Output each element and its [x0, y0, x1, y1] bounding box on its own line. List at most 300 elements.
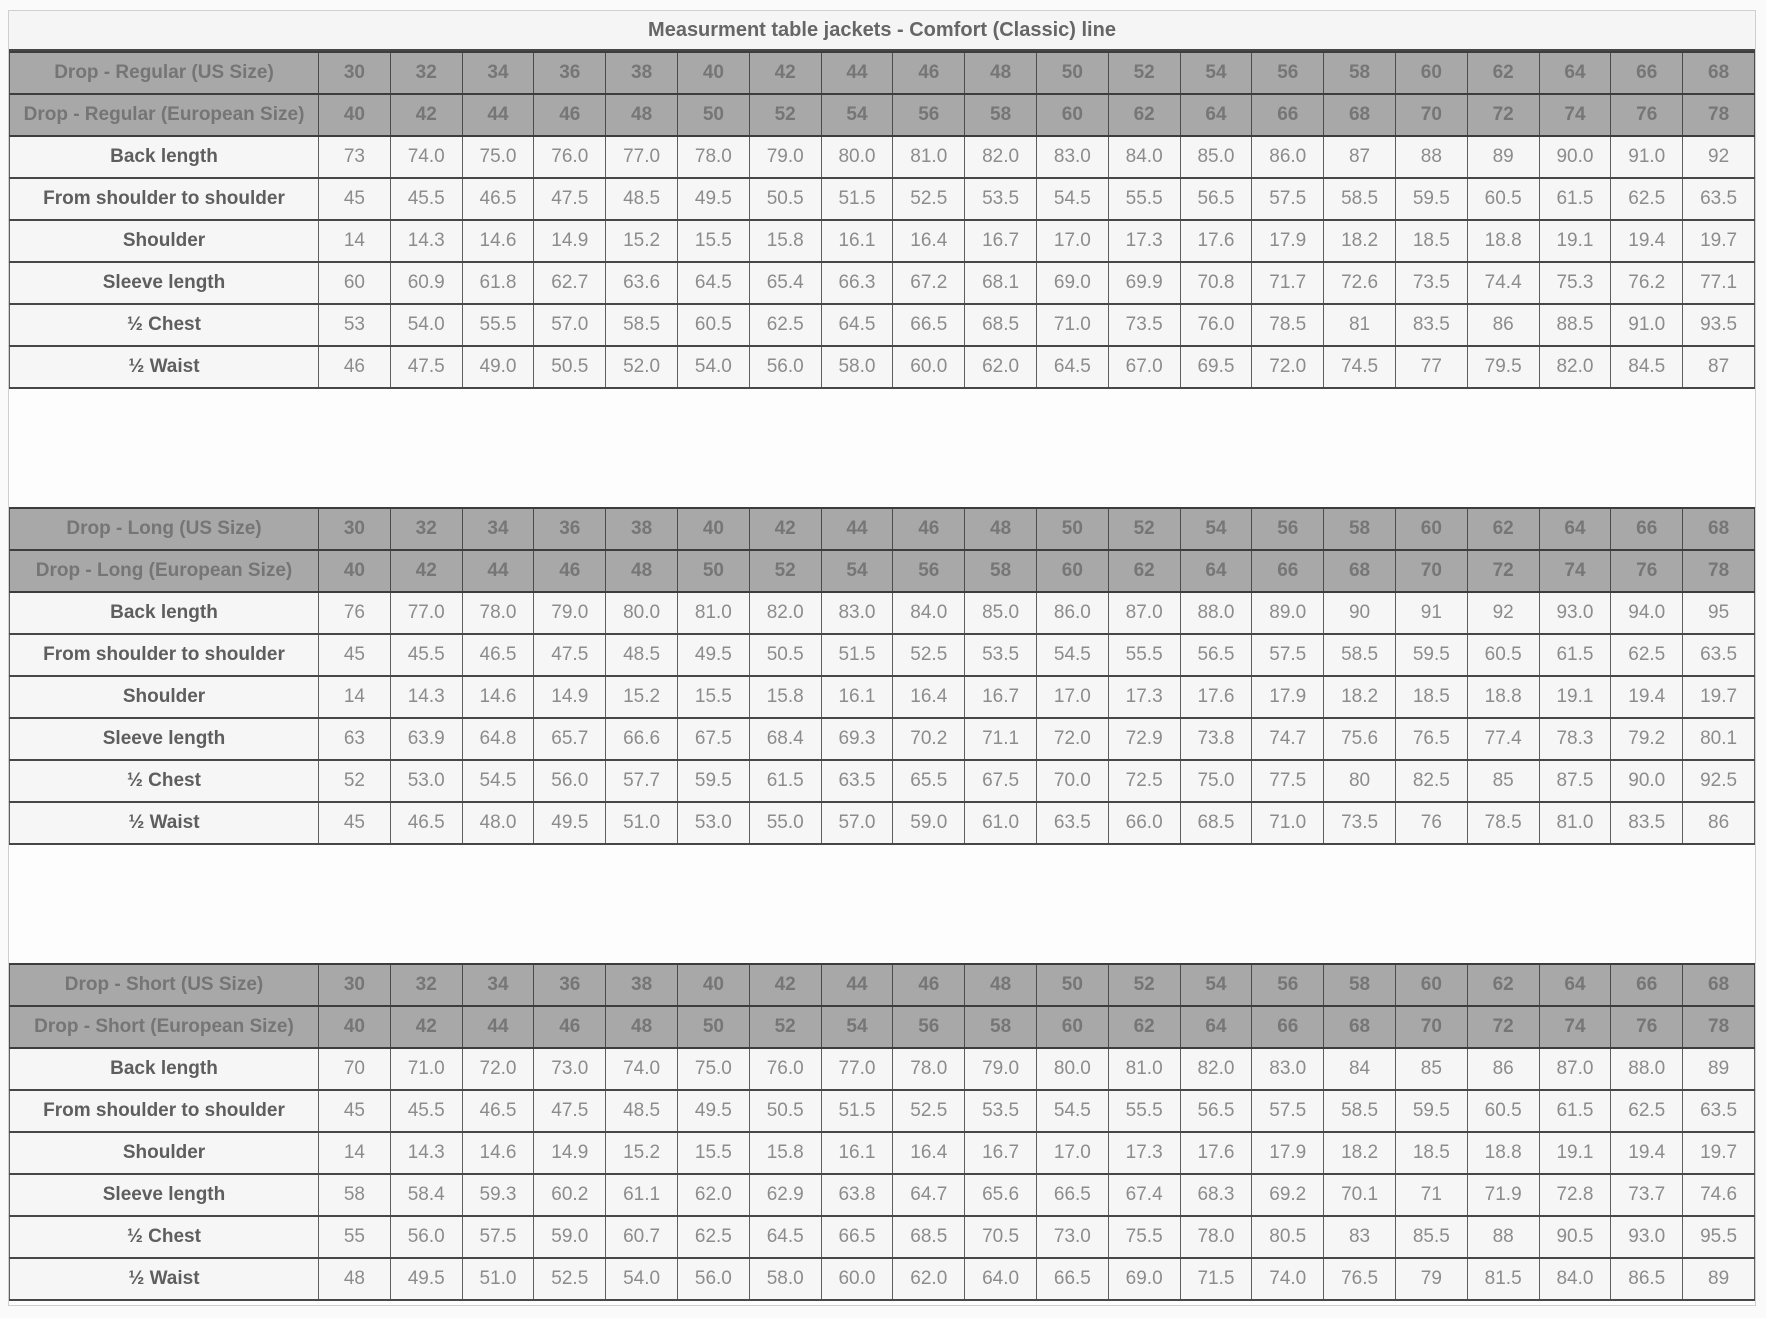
us-size-cell: 58: [1324, 52, 1396, 94]
measurement-value-cell: 75.6: [1324, 718, 1396, 760]
us-size-cell: 62: [1467, 508, 1539, 550]
measurement-value-cell: 55: [319, 1216, 391, 1258]
measurement-value-cell: 18.2: [1324, 220, 1396, 262]
us-size-cell: 42: [749, 52, 821, 94]
measurement-value-cell: 51.0: [606, 802, 678, 844]
us-size-cell: 56: [1252, 964, 1324, 1006]
us-size-cell: 46: [893, 964, 965, 1006]
measurement-value-cell: 63.5: [821, 760, 893, 802]
measurement-value-cell: 16.7: [965, 676, 1037, 718]
measurement-value-cell: 47.5: [390, 346, 462, 388]
measurement-value-cell: 18.5: [1395, 220, 1467, 262]
measurement-value-cell: 79.2: [1611, 718, 1683, 760]
measurement-value-cell: 51.5: [821, 178, 893, 220]
measurement-value-cell: 74.4: [1467, 262, 1539, 304]
measurement-value-cell: 70.5: [965, 1216, 1037, 1258]
measurement-value-cell: 17.3: [1108, 1132, 1180, 1174]
measurement-value-cell: 50.5: [749, 634, 821, 676]
measurement-row-label: Back length: [10, 1048, 319, 1090]
us-size-cell: 40: [677, 964, 749, 1006]
table-row: [10, 1216, 1755, 1258]
measurement-value-cell: 14.9: [534, 220, 606, 262]
measurement-value-cell: 74.7: [1252, 718, 1324, 760]
us-size-cell: 38: [606, 508, 678, 550]
measurement-value-cell: 59.0: [534, 1216, 606, 1258]
eu-size-cell: 78: [1683, 94, 1755, 136]
measurement-value-cell: 84: [1324, 1048, 1396, 1090]
eu-size-cell: 40: [319, 550, 391, 592]
us-size-cell: 62: [1467, 52, 1539, 94]
measurement-value-cell: 60.5: [1467, 178, 1539, 220]
eu-size-cell: 62: [1108, 1006, 1180, 1048]
measurement-value-cell: 83.5: [1395, 304, 1467, 346]
measurement-value-cell: 68.4: [749, 718, 821, 760]
measurement-value-cell: 53: [319, 304, 391, 346]
table-row: [10, 1090, 1755, 1132]
measurement-value-cell: 50.5: [749, 178, 821, 220]
measurement-value-cell: 72.0: [1252, 346, 1324, 388]
measurement-value-cell: 48.5: [606, 178, 678, 220]
eu-size-cell: 68: [1324, 1006, 1396, 1048]
measurement-value-cell: 62.5: [749, 304, 821, 346]
eu-size-cell: 56: [893, 550, 965, 592]
measurement-value-cell: 68.5: [965, 304, 1037, 346]
measurement-value-cell: 70.1: [1324, 1174, 1396, 1216]
measurement-value-cell: 74.0: [1252, 1258, 1324, 1300]
measurement-value-cell: 82.0: [1539, 346, 1611, 388]
measurement-value-cell: 15.8: [749, 676, 821, 718]
measurement-value-cell: 79: [1395, 1258, 1467, 1300]
measurement-value-cell: 64.5: [1036, 346, 1108, 388]
measurement-value-cell: 73.5: [1108, 304, 1180, 346]
eu-size-cell: 74: [1539, 1006, 1611, 1048]
measurement-value-cell: 88.0: [1611, 1048, 1683, 1090]
measurement-value-cell: 16.1: [821, 1132, 893, 1174]
measurement-value-cell: 62.5: [1611, 634, 1683, 676]
eu-size-cell: 76: [1611, 94, 1683, 136]
measurement-value-cell: 60.5: [677, 304, 749, 346]
us-size-cell: 34: [462, 52, 534, 94]
measurement-value-cell: 49.5: [677, 178, 749, 220]
measurement-value-cell: 86.0: [1252, 136, 1324, 178]
measurement-value-cell: 79.0: [965, 1048, 1037, 1090]
measurement-value-cell: 72.5: [1108, 760, 1180, 802]
measurement-value-cell: 45.5: [390, 1090, 462, 1132]
eu-size-cell: 78: [1683, 1006, 1755, 1048]
eu-size-cell: 58: [965, 1006, 1037, 1048]
measurement-value-cell: 78.0: [893, 1048, 965, 1090]
eu-size-cell: 54: [821, 94, 893, 136]
measurement-value-cell: 45: [319, 1090, 391, 1132]
measurement-value-cell: 80.0: [821, 136, 893, 178]
eu-size-cell: 78: [1683, 550, 1755, 592]
measurement-value-cell: 46.5: [390, 802, 462, 844]
measurement-value-cell: 17.9: [1252, 220, 1324, 262]
measurement-value-cell: 76: [1395, 802, 1467, 844]
measurement-value-cell: 68.5: [893, 1216, 965, 1258]
us-size-cell: 42: [749, 964, 821, 1006]
measurement-value-cell: 95.5: [1683, 1216, 1755, 1258]
measurement-value-cell: 58.5: [1324, 1090, 1396, 1132]
measurement-value-cell: 58.0: [821, 346, 893, 388]
measurement-value-cell: 62.9: [749, 1174, 821, 1216]
measurement-value-cell: 56.5: [1180, 178, 1252, 220]
table-row: [10, 550, 1755, 592]
us-size-cell: 52: [1108, 964, 1180, 1006]
measurement-value-cell: 19.4: [1611, 1132, 1683, 1174]
measurement-value-cell: 73.8: [1180, 718, 1252, 760]
us-size-cell: 66: [1611, 964, 1683, 1006]
measurement-value-cell: 76.5: [1395, 718, 1467, 760]
us-size-cell: 40: [677, 508, 749, 550]
measurement-value-cell: 48.0: [462, 802, 534, 844]
measurement-value-cell: 81.0: [1108, 1048, 1180, 1090]
measurement-value-cell: 54.5: [1036, 178, 1108, 220]
measurement-value-cell: 66.6: [606, 718, 678, 760]
measurement-value-cell: 54.0: [606, 1258, 678, 1300]
measurement-value-cell: 76.5: [1324, 1258, 1396, 1300]
measurement-value-cell: 90.0: [1611, 760, 1683, 802]
eu-size-cell: 66: [1252, 550, 1324, 592]
measurement-value-cell: 17.3: [1108, 220, 1180, 262]
measurement-value-cell: 19.1: [1539, 220, 1611, 262]
eu-size-cell: 40: [319, 1006, 391, 1048]
us-size-cell: 62: [1467, 964, 1539, 1006]
table-row: [10, 592, 1755, 634]
measurement-value-cell: 79.0: [749, 136, 821, 178]
measurement-value-cell: 72.6: [1324, 262, 1396, 304]
measurement-value-cell: 94.0: [1611, 592, 1683, 634]
measurement-value-cell: 76.0: [749, 1048, 821, 1090]
measurement-row-label: From shoulder to shoulder: [10, 1090, 319, 1132]
measurement-value-cell: 17.6: [1180, 220, 1252, 262]
us-size-header-label: Drop - Short (US Size): [10, 964, 319, 1006]
us-size-cell: 34: [462, 508, 534, 550]
measurement-value-cell: 77: [1395, 346, 1467, 388]
measurement-value-cell: 45: [319, 802, 391, 844]
measurement-value-cell: 61.0: [965, 802, 1037, 844]
eu-size-cell: 76: [1611, 550, 1683, 592]
eu-size-cell: 56: [893, 1006, 965, 1048]
measurement-value-cell: 19.7: [1683, 1132, 1755, 1174]
measurement-value-cell: 83.0: [1252, 1048, 1324, 1090]
measurement-value-cell: 18.8: [1467, 676, 1539, 718]
measurement-value-cell: 16.1: [821, 220, 893, 262]
measurement-value-cell: 59.3: [462, 1174, 534, 1216]
measurement-value-cell: 18.8: [1467, 1132, 1539, 1174]
measurement-value-cell: 57.7: [606, 760, 678, 802]
measurement-value-cell: 16.1: [821, 676, 893, 718]
us-size-cell: 38: [606, 52, 678, 94]
measurement-value-cell: 61.5: [1539, 1090, 1611, 1132]
measurement-value-cell: 56.0: [390, 1216, 462, 1258]
eu-size-cell: 42: [390, 550, 462, 592]
eu-size-cell: 62: [1108, 550, 1180, 592]
measurement-value-cell: 79.5: [1467, 346, 1539, 388]
measurement-value-cell: 18.5: [1395, 1132, 1467, 1174]
measurement-value-cell: 49.5: [534, 802, 606, 844]
measurement-value-cell: 85: [1395, 1048, 1467, 1090]
measurement-value-cell: 52.5: [893, 1090, 965, 1132]
measurement-value-cell: 15.5: [677, 220, 749, 262]
measurement-value-cell: 72.8: [1539, 1174, 1611, 1216]
eu-size-cell: 72: [1467, 1006, 1539, 1048]
measurement-value-cell: 19.4: [1611, 676, 1683, 718]
measurement-value-cell: 83.0: [821, 592, 893, 634]
us-size-cell: 44: [821, 52, 893, 94]
measurement-table-page: [8, 10, 1756, 1306]
measurement-value-cell: 47.5: [534, 178, 606, 220]
measurement-value-cell: 77.0: [821, 1048, 893, 1090]
measurement-value-cell: 93.0: [1539, 592, 1611, 634]
measurement-value-cell: 71.0: [390, 1048, 462, 1090]
measurement-row-label: From shoulder to shoulder: [10, 178, 319, 220]
measurement-value-cell: 78.0: [462, 592, 534, 634]
measurement-value-cell: 71: [1395, 1174, 1467, 1216]
page-title: Measurment table jackets - Comfort (Classic) line: [9, 11, 1755, 51]
measurement-value-cell: 53.5: [965, 178, 1037, 220]
measurement-value-cell: 64.5: [821, 304, 893, 346]
measurement-value-cell: 54.0: [677, 346, 749, 388]
measurement-value-cell: 18.2: [1324, 676, 1396, 718]
measurement-value-cell: 63.6: [606, 262, 678, 304]
us-size-cell: 54: [1180, 508, 1252, 550]
measurement-value-cell: 76: [319, 592, 391, 634]
measurement-value-cell: 45.5: [390, 634, 462, 676]
measurement-value-cell: 19.4: [1611, 220, 1683, 262]
measurement-value-cell: 72.9: [1108, 718, 1180, 760]
measurement-value-cell: 66.5: [1036, 1258, 1108, 1300]
us-size-cell: 44: [821, 964, 893, 1006]
measurement-value-cell: 75.0: [677, 1048, 749, 1090]
eu-size-header-label: Drop - Long (European Size): [10, 550, 319, 592]
measurement-value-cell: 76.2: [1611, 262, 1683, 304]
measurement-value-cell: 58.5: [1324, 178, 1396, 220]
measurement-value-cell: 57.0: [821, 802, 893, 844]
table-row: [10, 1174, 1755, 1216]
measurement-value-cell: 60.9: [390, 262, 462, 304]
eu-size-cell: 74: [1539, 94, 1611, 136]
measurement-value-cell: 64.8: [462, 718, 534, 760]
measurement-value-cell: 84.5: [1611, 346, 1683, 388]
measurement-value-cell: 47.5: [534, 1090, 606, 1132]
us-size-cell: 50: [1036, 52, 1108, 94]
measurement-value-cell: 81.0: [1539, 802, 1611, 844]
measurement-value-cell: 19.1: [1539, 1132, 1611, 1174]
eu-size-cell: 70: [1395, 1006, 1467, 1048]
eu-size-cell: 66: [1252, 1006, 1324, 1048]
measurement-value-cell: 52.5: [893, 634, 965, 676]
measurement-value-cell: 71.1: [965, 718, 1037, 760]
table-row: [10, 964, 1755, 1006]
eu-size-cell: 66: [1252, 94, 1324, 136]
us-size-cell: 66: [1611, 52, 1683, 94]
measurement-value-cell: 74.5: [1324, 346, 1396, 388]
measurement-value-cell: 59.0: [893, 802, 965, 844]
measurement-value-cell: 73.0: [534, 1048, 606, 1090]
measurement-value-cell: 85.0: [965, 592, 1037, 634]
measurement-value-cell: 14: [319, 1132, 391, 1174]
measurement-value-cell: 19.7: [1683, 220, 1755, 262]
table-row: [10, 304, 1755, 346]
table-row: [10, 802, 1755, 844]
us-size-cell: 60: [1395, 52, 1467, 94]
eu-size-header-label: Drop - Short (European Size): [10, 1006, 319, 1048]
eu-size-cell: 60: [1036, 550, 1108, 592]
measurement-value-cell: 18.8: [1467, 220, 1539, 262]
measurement-value-cell: 87.5: [1539, 760, 1611, 802]
measurement-value-cell: 56.0: [749, 346, 821, 388]
measurement-value-cell: 68.5: [1180, 802, 1252, 844]
measurement-value-cell: 53.5: [965, 634, 1037, 676]
measurement-value-cell: 45: [319, 178, 391, 220]
us-size-cell: 54: [1180, 52, 1252, 94]
measurement-value-cell: 46: [319, 346, 391, 388]
us-size-cell: 32: [390, 508, 462, 550]
measurement-value-cell: 71.0: [1252, 802, 1324, 844]
measurement-value-cell: 15.2: [606, 1132, 678, 1174]
measurement-value-cell: 59.5: [677, 760, 749, 802]
measurement-value-cell: 53.0: [390, 760, 462, 802]
measurement-value-cell: 93.0: [1611, 1216, 1683, 1258]
measurement-value-cell: 67.5: [965, 760, 1037, 802]
measurement-value-cell: 51.5: [821, 1090, 893, 1132]
us-size-cell: 60: [1395, 964, 1467, 1006]
measurement-row-label: Sleeve length: [10, 718, 319, 760]
measurement-value-cell: 14.3: [390, 1132, 462, 1174]
measurement-value-cell: 56.5: [1180, 1090, 1252, 1132]
eu-size-cell: 56: [893, 94, 965, 136]
eu-size-cell: 50: [677, 550, 749, 592]
measurement-value-cell: 73.0: [1036, 1216, 1108, 1258]
measurement-value-cell: 54.5: [1036, 634, 1108, 676]
us-size-cell: 68: [1683, 964, 1755, 1006]
us-size-cell: 36: [534, 508, 606, 550]
us-size-cell: 60: [1395, 508, 1467, 550]
measurement-value-cell: 86.0: [1036, 592, 1108, 634]
measurement-value-cell: 73.5: [1395, 262, 1467, 304]
measurement-value-cell: 80: [1324, 760, 1396, 802]
table-row: [10, 52, 1755, 94]
table-row: [10, 94, 1755, 136]
measurement-value-cell: 62.0: [893, 1258, 965, 1300]
measurement-row-label: Shoulder: [10, 1132, 319, 1174]
measurement-value-cell: 52.5: [534, 1258, 606, 1300]
table-row: [10, 262, 1755, 304]
measurement-value-cell: 91.0: [1611, 304, 1683, 346]
measurement-value-cell: 49.5: [677, 634, 749, 676]
measurement-value-cell: 59.5: [1395, 634, 1467, 676]
measurement-value-cell: 62.0: [677, 1174, 749, 1216]
measurement-value-cell: 72.0: [1036, 718, 1108, 760]
measurement-value-cell: 57.5: [1252, 178, 1324, 220]
measurement-value-cell: 50.5: [534, 346, 606, 388]
measurement-value-cell: 16.7: [965, 220, 1037, 262]
eu-size-cell: 76: [1611, 1006, 1683, 1048]
measurement-value-cell: 55.5: [1108, 634, 1180, 676]
measurement-value-cell: 64.5: [677, 262, 749, 304]
measurement-value-cell: 57.0: [534, 304, 606, 346]
eu-size-cell: 46: [534, 94, 606, 136]
measurement-value-cell: 17.0: [1036, 1132, 1108, 1174]
measurement-value-cell: 17.9: [1252, 1132, 1324, 1174]
us-size-cell: 64: [1539, 52, 1611, 94]
measurement-value-cell: 78.0: [677, 136, 749, 178]
measurement-value-cell: 73: [319, 136, 391, 178]
measurement-value-cell: 82.0: [749, 592, 821, 634]
measurement-value-cell: 75.5: [1108, 1216, 1180, 1258]
measurement-value-cell: 71.0: [1036, 304, 1108, 346]
eu-size-cell: 58: [965, 550, 1037, 592]
measurement-value-cell: 55.0: [749, 802, 821, 844]
measurement-value-cell: 18.5: [1395, 676, 1467, 718]
measurement-value-cell: 62.5: [1611, 1090, 1683, 1132]
table-row: [10, 136, 1755, 178]
measurement-value-cell: 77.0: [390, 592, 462, 634]
measurement-value-cell: 76.0: [534, 136, 606, 178]
measurement-row-label: Sleeve length: [10, 1174, 319, 1216]
us-size-cell: 52: [1108, 52, 1180, 94]
measurement-row-label: Back length: [10, 136, 319, 178]
measurement-row-label: Shoulder: [10, 220, 319, 262]
measurement-value-cell: 84.0: [1539, 1258, 1611, 1300]
measurement-value-cell: 82.0: [1180, 1048, 1252, 1090]
measurement-value-cell: 57.5: [1252, 1090, 1324, 1132]
us-size-cell: 66: [1611, 508, 1683, 550]
measurement-value-cell: 58.5: [1324, 634, 1396, 676]
drop-section-table-regular: [9, 51, 1755, 389]
measurement-value-cell: 60.0: [821, 1258, 893, 1300]
us-size-cell: 58: [1324, 964, 1396, 1006]
table-row: [10, 1048, 1755, 1090]
measurement-value-cell: 65.5: [893, 760, 965, 802]
eu-size-cell: 52: [749, 1006, 821, 1048]
us-size-cell: 46: [893, 52, 965, 94]
measurement-value-cell: 71.5: [1180, 1258, 1252, 1300]
us-size-cell: 32: [390, 52, 462, 94]
measurement-value-cell: 85.5: [1395, 1216, 1467, 1258]
measurement-value-cell: 59.5: [1395, 1090, 1467, 1132]
us-size-cell: 40: [677, 52, 749, 94]
measurement-value-cell: 71.7: [1252, 262, 1324, 304]
measurement-value-cell: 48: [319, 1258, 391, 1300]
measurement-value-cell: 86: [1467, 1048, 1539, 1090]
measurement-value-cell: 85.0: [1180, 136, 1252, 178]
measurement-value-cell: 17.0: [1036, 676, 1108, 718]
measurement-row-label: ½ Chest: [10, 304, 319, 346]
measurement-value-cell: 75.0: [1180, 760, 1252, 802]
measurement-value-cell: 46.5: [462, 1090, 534, 1132]
measurement-value-cell: 14.3: [390, 676, 462, 718]
measurement-value-cell: 14.6: [462, 220, 534, 262]
measurement-value-cell: 61.5: [749, 760, 821, 802]
measurement-value-cell: 60.7: [606, 1216, 678, 1258]
measurement-value-cell: 73.7: [1611, 1174, 1683, 1216]
eu-size-cell: 42: [390, 94, 462, 136]
measurement-value-cell: 65.7: [534, 718, 606, 760]
measurement-value-cell: 15.5: [677, 1132, 749, 1174]
eu-size-cell: 64: [1180, 94, 1252, 136]
measurement-value-cell: 90.5: [1539, 1216, 1611, 1258]
eu-size-cell: 48: [606, 94, 678, 136]
measurement-value-cell: 67.0: [1108, 346, 1180, 388]
measurement-row-label: Back length: [10, 592, 319, 634]
measurement-value-cell: 74.0: [606, 1048, 678, 1090]
measurement-value-cell: 60: [319, 262, 391, 304]
eu-size-cell: 54: [821, 1006, 893, 1048]
us-size-cell: 54: [1180, 964, 1252, 1006]
measurement-value-cell: 87: [1683, 346, 1755, 388]
